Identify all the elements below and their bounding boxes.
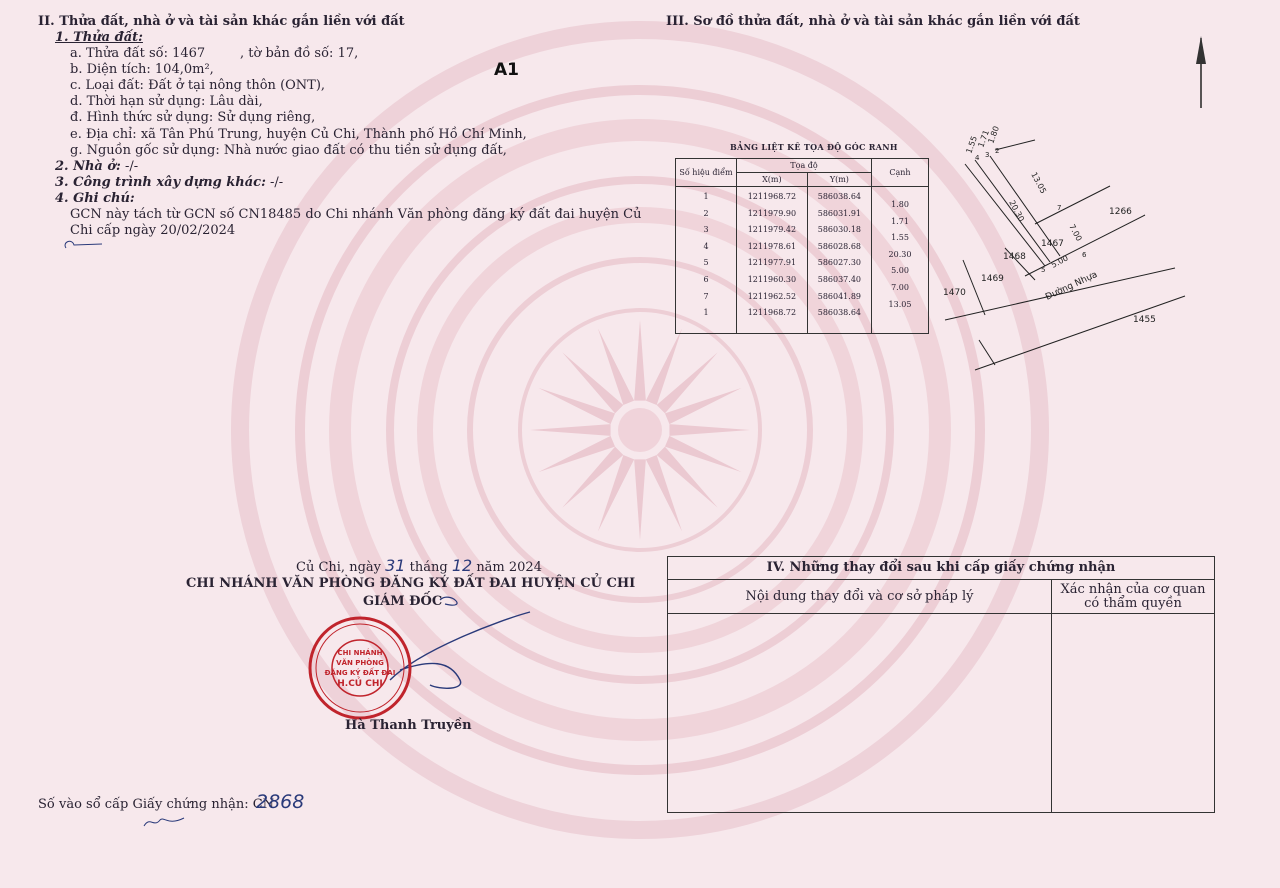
- row-x: 1211979.90: [747, 208, 797, 218]
- confirm-line-1: Xác nhận của cơ quan: [1060, 582, 1206, 597]
- register-number: 2868: [256, 791, 305, 813]
- year-label: năm 2024: [476, 560, 542, 575]
- changes-confirm-header: [1052, 581, 1214, 614]
- row-edge: 5.00: [891, 266, 909, 276]
- director-name: Hà Thanh Truyền: [345, 718, 472, 733]
- annotation-label: A1: [494, 60, 519, 80]
- stamp-line-3: ĐĂNG KÝ ĐẤT ĐAI: [324, 669, 396, 677]
- length-13-05-label: 13.05: [1029, 170, 1048, 196]
- row-y: 586027.30: [817, 258, 861, 268]
- edge-column: [872, 187, 929, 334]
- row-edge: 20.30: [888, 249, 912, 259]
- row-edge: 7.00: [891, 282, 909, 292]
- land-address: e. Địa chỉ: xã Tân Phú Trung, huyện Củ Chi, Thành phố Hồ Chí Minh,: [70, 127, 527, 142]
- house-value: -/-: [120, 159, 139, 174]
- register-label: Số vào sổ cấp Giấy chứng nhận: CN: [38, 797, 275, 812]
- point-6-label: 6: [1082, 251, 1087, 259]
- col-x-header: X(m): [737, 173, 808, 187]
- land-number: a. Thửa đất số: 1467: [70, 46, 206, 61]
- row-y: 586037.40: [817, 274, 861, 284]
- date-prefix: Củ Chi, ngày: [296, 560, 381, 575]
- land-heading: 1. Thửa đất:: [55, 30, 143, 45]
- row-point: 4: [703, 241, 709, 251]
- length-1-71-label: 1.71: [976, 128, 991, 149]
- coordinate-table: [675, 158, 929, 334]
- row-point: 7: [703, 291, 709, 301]
- official-red-stamp: [305, 613, 415, 723]
- row-point: 6: [703, 274, 709, 284]
- row-x: 1211968.72: [747, 192, 797, 201]
- stamp-line-2: VĂN PHÒNG: [336, 659, 384, 667]
- parcel-1266-label: 1266: [1109, 207, 1132, 217]
- row-edge: 1.80: [891, 200, 909, 209]
- row-x: 1211979.42: [747, 225, 797, 235]
- note-line-1: GCN này tách từ GCN số CN18485 do Chi nhánh Văn phòng đăng ký đất đai huyện Củ: [70, 207, 642, 222]
- row-x: 1211968.72: [747, 308, 797, 318]
- note-line-2: Chi cấp ngày 20/02/2024: [70, 223, 236, 238]
- register-initial: [140, 812, 190, 832]
- row-edge: 13.05: [888, 299, 912, 309]
- road-label: Đường Nhựa: [1044, 269, 1100, 303]
- month-label: tháng: [409, 560, 448, 575]
- land-usage-form: đ. Hình thức sử dụng: Sử dụng riêng,: [70, 110, 316, 125]
- length-5-00-label: 5.00: [1049, 253, 1070, 270]
- handwritten-initial: [62, 238, 122, 252]
- length-20-30-label: 20.30: [1007, 198, 1026, 224]
- col-coord-header: Tọa độ: [737, 159, 872, 173]
- parcel-1467-label: 1467: [1041, 239, 1064, 249]
- other-works-value: -/-: [265, 175, 284, 190]
- length-7-00-label: 7.00: [1067, 222, 1084, 243]
- row-edge: 1.55: [891, 233, 909, 243]
- changes-content-header: Nội dung thay đổi và cơ sở pháp lý: [668, 581, 1051, 614]
- section-3-title: III. Sơ đồ thửa đất, nhà ở và tài sản khác gắn liền với đất: [666, 14, 1080, 29]
- row-point: 1: [703, 308, 709, 318]
- point-7-label: 7: [1057, 204, 1062, 212]
- stamp-line-4: H.CỦ CHI: [337, 679, 383, 689]
- issuing-office: CHI NHÁNH VĂN PHÒNG ĐĂNG KÝ ĐẤT ĐAI HUYỆN CỦ CHI: [186, 576, 636, 591]
- map-sheet-number: , tờ bản đồ số: 17,: [240, 46, 359, 61]
- row-x: 1211978.61: [747, 241, 797, 251]
- col-edge-header: Cạnh: [872, 159, 929, 187]
- coordinate-table-title: BẢNG LIỆT KÊ TỌA ĐỘ GÓC RANH: [730, 142, 898, 152]
- section-2-title: II. Thửa đất, nhà ở và tài sản khác gắn liền với đất: [38, 14, 405, 29]
- parcel-map: [935, 120, 1195, 380]
- changes-panel: [667, 556, 1215, 813]
- other-works-label: 3. Công trình xây dựng khác:: [55, 175, 266, 190]
- parcel-1470-label: 1470: [943, 288, 966, 298]
- director-title: GIÁM ĐỐC: [363, 594, 443, 609]
- land-origin: g. Nguồn gốc sử dụng: Nhà nước giao đất có thu tiền sử dụng đất,: [70, 143, 507, 158]
- row-x: 1211962.52: [747, 291, 797, 301]
- date-month: 12: [451, 556, 473, 575]
- land-type: c. Loại đất: Đất ở tại nông thôn (ONT),: [70, 78, 326, 93]
- issue-date: [296, 558, 542, 576]
- house-label: 2. Nhà ở:: [55, 159, 121, 174]
- land-area: b. Diện tích: 104,0m²,: [70, 62, 214, 77]
- note-label: 4. Ghi chú:: [55, 191, 135, 206]
- point-3-label: 3: [985, 151, 990, 159]
- row-x: 1211977.91: [747, 258, 797, 268]
- point-4-label: 4: [975, 154, 980, 162]
- col-point-header: Số hiệu điểm: [676, 159, 737, 187]
- parcel-1455-label: 1455: [1133, 315, 1156, 325]
- parcel-1468-label: 1468: [1003, 252, 1026, 262]
- point-5-label: 5: [1041, 266, 1046, 274]
- row-x: 1211960.30: [747, 274, 797, 284]
- row-point: 1: [703, 192, 709, 201]
- x-column: [737, 187, 808, 334]
- row-point: 3: [703, 225, 709, 235]
- row-y: 586041.89: [817, 291, 861, 301]
- stamp-line-1: CHI NHÁNH: [337, 649, 383, 657]
- point-column: [676, 187, 737, 334]
- confirm-line-2: có thẩm quyền: [1084, 596, 1182, 611]
- row-point: 2: [703, 208, 709, 218]
- row-edge: 1.71: [891, 216, 909, 226]
- col-y-header: Y(m): [807, 173, 871, 187]
- row-y: 586028.68: [817, 241, 861, 251]
- land-term: d. Thời hạn sử dụng: Lâu dài,: [70, 94, 263, 109]
- changes-title: IV. Những thay đổi sau khi cấp giấy chứng nhận: [668, 557, 1214, 580]
- length-1-80-label: 1.80: [986, 124, 1001, 145]
- row-point: 5: [703, 258, 709, 268]
- date-day: 31: [385, 556, 406, 575]
- y-column: [807, 187, 871, 334]
- row-y: 586038.64: [817, 192, 861, 201]
- row-y: 586031.91: [817, 208, 861, 218]
- row-y: 586038.64: [817, 308, 861, 318]
- north-arrow-icon: [1190, 34, 1212, 110]
- point-2-label: 2: [995, 147, 1000, 155]
- length-1-55-label: 1.55: [964, 134, 979, 155]
- parcel-1469-label: 1469: [981, 274, 1004, 284]
- row-y: 586030.18: [817, 225, 861, 235]
